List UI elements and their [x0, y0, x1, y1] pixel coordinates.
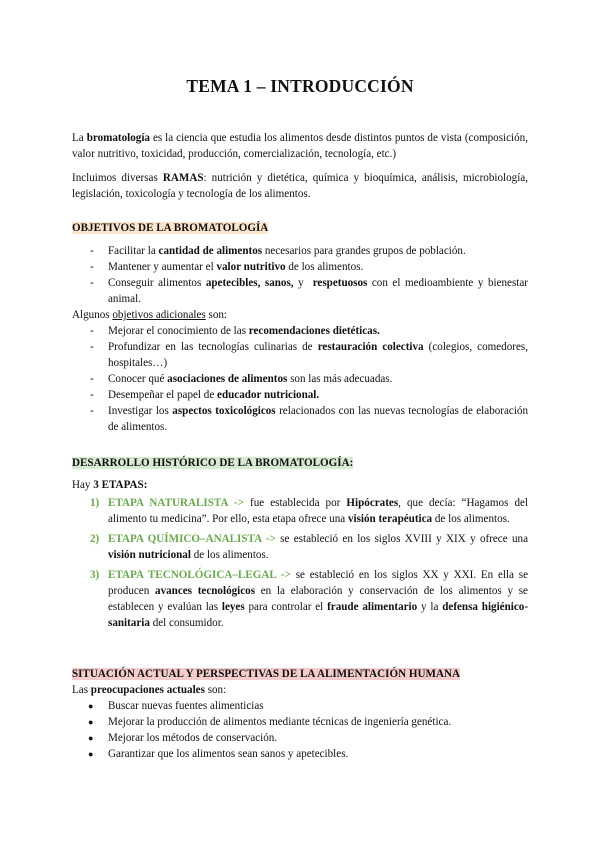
situacion-heading: SITUACIÓN ACTUAL Y PERSPECTIVAS DE LA ALIMENTACIÓN HUMANA	[72, 668, 461, 680]
list-item: - Profundizar en las tecnologías culinarias de restauración colectiva (colegios, comedores, hospitales…)	[72, 339, 528, 371]
list-item: 3) ETAPA TECNOLÓGICA–LEGAL -> se estableció en los siglos XX y XXI. En ella se producen avances tecnológicos en la elaboración y conservación de los alimentos y se establecen y evalúan las leyes para controlar el fraude alimentario y la defensa higiénico-sanitaria del consumidor.	[90, 569, 529, 629]
objetivos-heading: OBJETIVOS DE LA BROMATOLOGÍA	[72, 222, 269, 234]
adicionales-list	[72, 323, 528, 435]
list-item: - Conocer qué asociaciones de alimentos son las más adecuadas.	[72, 371, 528, 387]
situacion-list	[72, 698, 528, 762]
list-item: - Mejorar el conocimiento de las recomendaciones dietéticas.	[72, 323, 528, 339]
adicionales-intro: Algunos objetivos adicionales son:	[72, 309, 228, 321]
intro-section	[72, 130, 528, 162]
desarrollo-heading: DESARROLLO HISTÓRICO DE LA BROMATOLOGÍA:	[72, 457, 354, 469]
list-item: ● Buscar nuevas fuentes alimenticias	[72, 698, 528, 714]
list-item: - Mantener y aumentar el valor nutritivo de los alimentos.	[72, 259, 528, 275]
list-item: - Desempeñar el papel de educador nutricional.	[72, 387, 528, 403]
list-item: ● Mejorar los métodos de conservación.	[72, 730, 528, 746]
intro-paragraph-2: Incluimos diversas RAMAS: nutrición y dietética, química y bioquímica, análisis, microbiología, legislación, toxicología y tecnología de los alimentos.	[72, 172, 528, 200]
list-item: - Conseguir alimentos apetecibles, sanos, y respetuosos con el medioambiente y bienestar animal.	[72, 275, 528, 307]
objetivos-section	[72, 220, 528, 435]
list-item: 2) ETAPA QUÍMICO–ANALISTA -> se estableció en los siglos XVIII y XIX y ofrece una visión nutricional de los alimentos.	[90, 533, 528, 561]
situacion-intro: Las preocupaciones actuales son:	[72, 684, 227, 696]
list-item: 1) ETAPA NATURALISTA -> fue establecida por Hipócrates, que decía: “Hagamos del alimento tu medicina”. Por ello, esta etapa ofrece una visión terapéutica de los alimentos.	[90, 497, 529, 525]
list-item: ● Mejorar la producción de alimentos mediante técnicas de ingeniería genética.	[72, 714, 528, 730]
list-item: ● Garantizar que los alimentos sean sanos y apetecibles.	[72, 746, 528, 762]
etapas-list	[72, 495, 528, 631]
list-item: - Facilitar la cantidad de alimentos necesarios para grandes grupos de población.	[72, 243, 528, 259]
list-item: - Investigar los aspectos toxicológicos relacionados con las nuevas tecnologías de elaboración de alimentos.	[72, 403, 528, 435]
page-title: TEMA 1 – INTRODUCCIÓN	[186, 76, 414, 96]
intro-paragraph-2-block	[72, 170, 528, 202]
situacion-section	[72, 666, 528, 762]
intro-paragraph-1: La bromatología es la ciencia que estudia los alimentos desde distintos puntos de vista (composición, valor nutritivo, toxicidad, producción, comercialización, tecnología, etc.)	[72, 132, 528, 160]
desarrollo-intro: Hay 3 ETAPAS:	[72, 479, 148, 491]
desarrollo-section	[72, 455, 528, 635]
objetivos-list	[72, 243, 528, 307]
